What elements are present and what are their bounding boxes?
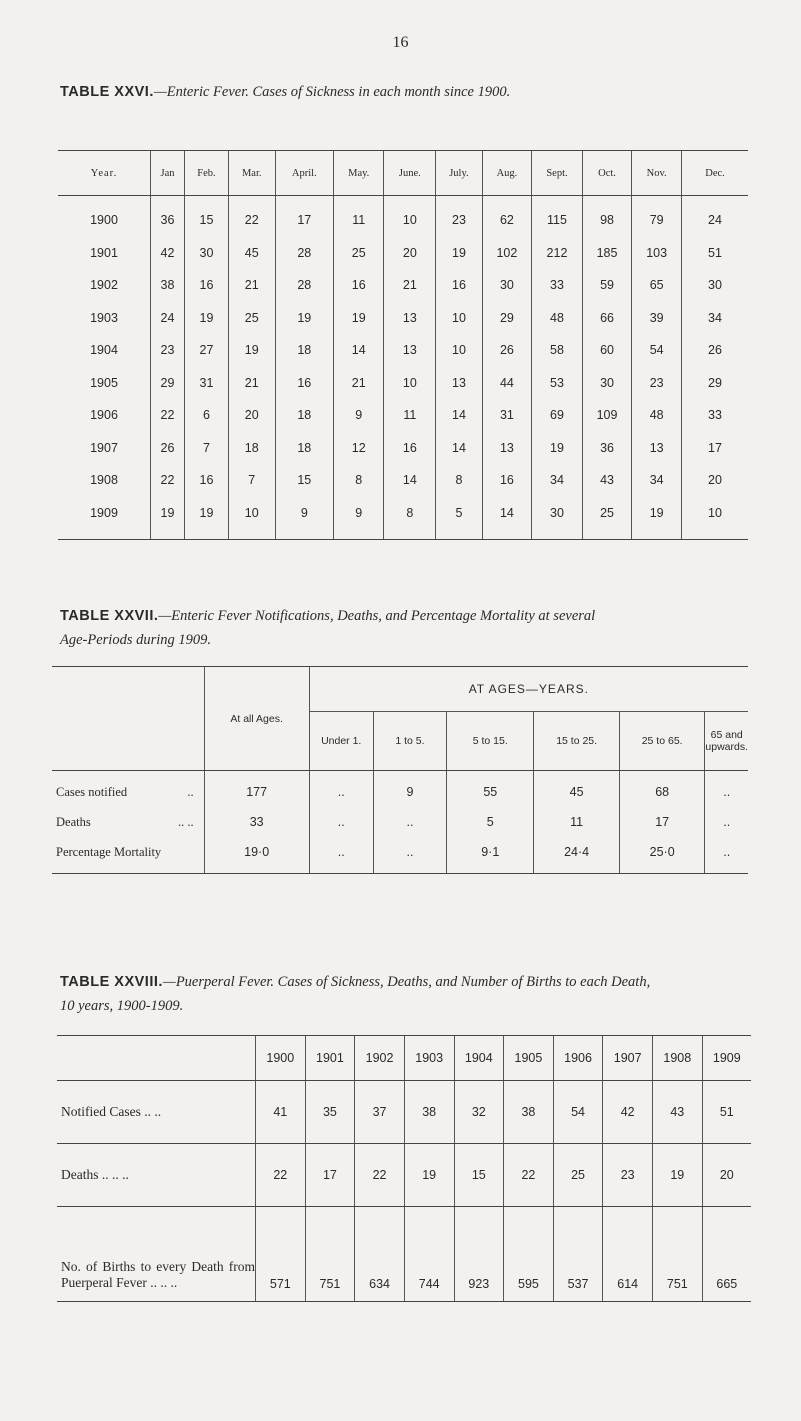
table-cell: 15 (185, 196, 229, 237)
table-row (52, 807, 748, 837)
table-28-number: TABLE XXVIII. (60, 974, 163, 990)
table-cell: 54 (632, 334, 682, 367)
table-cell: 744 (404, 1207, 454, 1302)
table-cell: 751 (653, 1207, 703, 1302)
table-row (57, 1081, 751, 1144)
year-cell: 1903 (90, 310, 118, 325)
table-row (58, 196, 748, 237)
table-cell: 19 (632, 497, 682, 540)
table-cell: 38 (151, 269, 185, 302)
table-cell: 10 (384, 367, 436, 400)
table-cell: 634 (355, 1207, 405, 1302)
table-cell: 20 (384, 237, 436, 270)
table-cell: 8 (436, 464, 482, 497)
table-cell: 36 (151, 196, 185, 237)
table-cell: 22 (228, 196, 275, 237)
table-cell: 18 (228, 432, 275, 465)
table-cell: 38 (404, 1081, 454, 1144)
table-cell: 30 (682, 269, 749, 302)
header-mar: Mar. (228, 151, 275, 196)
header-year: 1902 (355, 1036, 405, 1081)
table-cell: 45 (228, 237, 275, 270)
table-cell: 9 (275, 497, 334, 540)
table-cell: 22 (256, 1144, 306, 1207)
header-15-to-25: 15 to 25. (534, 712, 619, 771)
table-cell: 10 (436, 334, 482, 367)
header-blank (57, 1036, 256, 1081)
row-label (52, 837, 204, 874)
header-dec: Dec. (682, 151, 749, 196)
table-cell: 19 (151, 497, 185, 540)
header-year: 1901 (305, 1036, 355, 1081)
table-cell: .. (705, 807, 748, 837)
table-cell: 14 (334, 334, 384, 367)
row-label-text: Deaths (56, 814, 91, 829)
table-cell: 9 (334, 497, 384, 540)
page-number: 16 (392, 34, 409, 51)
table-cell: 20 (682, 464, 749, 497)
header-year: 1909 (702, 1036, 751, 1081)
table-cell: 54 (553, 1081, 603, 1144)
table-cell: 751 (305, 1207, 355, 1302)
table-cell: 16 (384, 432, 436, 465)
table-cell: 39 (632, 302, 682, 335)
row-label: Deaths .. .. .. (57, 1144, 256, 1207)
row-label (52, 807, 204, 837)
table-cell: 38 (504, 1081, 554, 1144)
year-cell: 1908 (90, 473, 118, 488)
year-cell: 1900 (90, 213, 118, 228)
header-at-ages-years: AT AGES—YEARS. (309, 667, 748, 712)
header-65-and-upwards: 65 and upwards. (705, 712, 748, 771)
table-cell: 51 (702, 1081, 751, 1144)
table-cell: 28 (275, 237, 334, 270)
table-cell: 25 (334, 237, 384, 270)
table-cell: 6 (185, 399, 229, 432)
table-cell: 537 (553, 1207, 603, 1302)
table-cell: 10 (384, 196, 436, 237)
table-cell: 19·0 (204, 837, 309, 874)
table-cell: 19 (275, 302, 334, 335)
header-year: 1905 (504, 1036, 554, 1081)
table-cell: .. (373, 807, 446, 837)
year-cell: 1907 (90, 440, 118, 455)
table-cell: 27 (185, 334, 229, 367)
table-cell: 44 (482, 367, 532, 400)
table-cell: 19 (436, 237, 482, 270)
table-row (58, 367, 748, 400)
table-26-number: TABLE XXVI. (60, 84, 154, 100)
table-cell: .. (705, 771, 748, 808)
table-cell: 185 (582, 237, 632, 270)
table-27-number: TABLE XXVII. (60, 608, 159, 624)
table-cell: 17 (682, 432, 749, 465)
table-cell: 19 (404, 1144, 454, 1207)
row-label: No. of Births to every Death from Puerperal Fever .. .. .. (57, 1207, 256, 1302)
header-jan: Jan (151, 151, 185, 196)
table-cell: .. (309, 807, 373, 837)
year-cell: 1901 (90, 245, 118, 260)
table-cell: 21 (228, 367, 275, 400)
table-cell: 42 (151, 237, 185, 270)
table-cell: 66 (582, 302, 632, 335)
year-cell: 1902 (90, 278, 118, 293)
header-year: 1908 (653, 1036, 703, 1081)
table-cell: 7 (228, 464, 275, 497)
table-cell: 22 (151, 399, 185, 432)
table-cell: 33 (532, 269, 583, 302)
year-cell: 1904 (90, 343, 118, 358)
table-cell: .. (309, 771, 373, 808)
table-cell: 19 (185, 497, 229, 540)
header-25-to-65: 25 to 65. (619, 712, 705, 771)
table-cell: 60 (582, 334, 632, 367)
row-label-text: Cases notified (56, 784, 128, 799)
table-row (58, 399, 748, 432)
table-row (58, 269, 748, 302)
table-cell: 14 (384, 464, 436, 497)
header-year: 1904 (454, 1036, 504, 1081)
table-cell: .. (705, 837, 748, 874)
table-cell: 37 (355, 1081, 405, 1144)
table-27-description-2: Age-Periods during 1909. (60, 632, 212, 648)
table-cell: 13 (482, 432, 532, 465)
table-cell: 43 (582, 464, 632, 497)
table-cell: 18 (275, 334, 334, 367)
table-cell: 18 (275, 399, 334, 432)
table-cell: 48 (532, 302, 583, 335)
table-cell: 69 (532, 399, 583, 432)
table-cell: 23 (436, 196, 482, 237)
table-cell: 212 (532, 237, 583, 270)
table-cell: 20 (702, 1144, 751, 1207)
year-cell: 1906 (90, 408, 118, 423)
table-cell: 13 (436, 367, 482, 400)
table-cell: 29 (151, 367, 185, 400)
table-26-title (60, 80, 760, 104)
table-cell: 31 (185, 367, 229, 400)
table-cell: 30 (482, 269, 532, 302)
table-row (58, 237, 748, 270)
header-under-1: Under 1. (309, 712, 373, 771)
table-cell: 45 (534, 771, 619, 808)
table-cell: 16 (185, 269, 229, 302)
table-cell: 16 (275, 367, 334, 400)
table-28-header-row (57, 1036, 751, 1081)
header-5-to-15: 5 to 15. (447, 712, 534, 771)
table-27-description-1: —Enteric Fever Notifications, Deaths, and Percentage Mortality at several (158, 608, 596, 624)
table-cell: 115 (532, 196, 583, 237)
table-cell: 16 (185, 464, 229, 497)
table-cell: 25 (582, 497, 632, 540)
row-label-text: Percentage Mortality (56, 844, 162, 859)
table-cell: 109 (582, 399, 632, 432)
table-cell: 19 (185, 302, 229, 335)
table-cell: 13 (384, 302, 436, 335)
table-27-body (52, 771, 748, 874)
table-cell: 41 (256, 1081, 306, 1144)
table-cell: 26 (151, 432, 185, 465)
table-cell: 48 (632, 399, 682, 432)
header-year: 1900 (256, 1036, 306, 1081)
table-cell: 9 (373, 771, 446, 808)
table-cell: 13 (384, 334, 436, 367)
table-cell: 13 (632, 432, 682, 465)
table-27 (52, 666, 748, 874)
header-june: June. (384, 151, 436, 196)
table-cell: 36 (582, 432, 632, 465)
table-cell: 10 (682, 497, 749, 540)
table-cell: 30 (185, 237, 229, 270)
table-cell: 14 (436, 399, 482, 432)
table-cell: 21 (384, 269, 436, 302)
year-cell: 1909 (58, 497, 151, 540)
table-row (58, 432, 748, 465)
table-cell: 43 (653, 1081, 703, 1144)
table-26-body (58, 196, 748, 540)
table-cell: 25 (553, 1144, 603, 1207)
table-26 (58, 150, 748, 540)
header-year: 1907 (603, 1036, 653, 1081)
table-cell: 103 (632, 237, 682, 270)
table-cell: 25 (228, 302, 275, 335)
table-cell: 51 (682, 237, 749, 270)
table-cell: 24 (682, 196, 749, 237)
table-cell: 58 (532, 334, 583, 367)
table-cell: 16 (334, 269, 384, 302)
table-cell: .. (309, 837, 373, 874)
table-27-title (60, 604, 760, 652)
table-28 (57, 1035, 751, 1302)
table-cell: 30 (582, 367, 632, 400)
table-cell: 62 (482, 196, 532, 237)
table-cell: 17 (305, 1144, 355, 1207)
header-may: May. (334, 151, 384, 196)
header-july: July. (436, 151, 482, 196)
table-row (52, 771, 748, 808)
table-cell: 33 (204, 807, 309, 837)
table-cell: 42 (603, 1081, 653, 1144)
table-cell: 21 (228, 269, 275, 302)
table-cell: 55 (447, 771, 534, 808)
table-cell: 15 (454, 1144, 504, 1207)
table-cell: 23 (603, 1144, 653, 1207)
table-cell: 33 (682, 399, 749, 432)
table-cell: 11 (534, 807, 619, 837)
table-cell: 11 (384, 399, 436, 432)
table-cell: 614 (603, 1207, 653, 1302)
table-cell: 30 (532, 497, 583, 540)
header-at-all-ages: At all Ages. (204, 667, 309, 771)
table-cell: 53 (532, 367, 583, 400)
table-cell: 18 (275, 432, 334, 465)
table-cell: 28 (275, 269, 334, 302)
table-cell: 22 (355, 1144, 405, 1207)
table-cell: 16 (482, 464, 532, 497)
header-aug: Aug. (482, 151, 532, 196)
table-27-header-row-1 (52, 667, 748, 712)
table-cell: 24 (151, 302, 185, 335)
table-cell: 79 (632, 196, 682, 237)
table-cell: 17 (275, 196, 334, 237)
table-cell: 9·1 (447, 837, 534, 874)
row-label (52, 771, 204, 808)
table-cell: 59 (582, 269, 632, 302)
table-cell: 19 (653, 1144, 703, 1207)
table-cell: 23 (632, 367, 682, 400)
table-cell: 8 (334, 464, 384, 497)
table-cell: 21 (334, 367, 384, 400)
table-cell: 26 (482, 334, 532, 367)
table-cell: 10 (228, 497, 275, 540)
table-28-body (57, 1081, 751, 1302)
table-cell: 24·4 (534, 837, 619, 874)
table-row (57, 1144, 751, 1207)
table-cell: 7 (185, 432, 229, 465)
table-cell: 571 (256, 1207, 306, 1302)
table-cell: 9 (334, 399, 384, 432)
header-feb: Feb. (185, 151, 229, 196)
table-cell: 11 (334, 196, 384, 237)
table-cell: 15 (275, 464, 334, 497)
header-april: April. (275, 151, 334, 196)
table-cell: 177 (204, 771, 309, 808)
table-row (58, 334, 748, 367)
year-cell: 1905 (90, 375, 118, 390)
table-cell: 14 (482, 497, 532, 540)
header-year: 1903 (404, 1036, 454, 1081)
table-cell: 65 (632, 269, 682, 302)
table-cell: 5 (436, 497, 482, 540)
table-28-description-1: —Puerperal Fever. Cases of Sickness, Deaths, and Number of Births to each Death, (162, 974, 651, 990)
row-label: Notified Cases .. .. (57, 1081, 256, 1144)
table-cell: 10 (436, 302, 482, 335)
table-cell: 14 (436, 432, 482, 465)
table-26-header-row (58, 151, 748, 196)
table-cell: 34 (632, 464, 682, 497)
table-row (57, 1207, 751, 1302)
table-cell: 22 (504, 1144, 554, 1207)
table-cell: 32 (454, 1081, 504, 1144)
table-cell: 22 (151, 464, 185, 497)
table-cell: 19 (532, 432, 583, 465)
header-nov: Nov. (632, 151, 682, 196)
header-year: 1906 (553, 1036, 603, 1081)
leader-dots: .. .. (178, 814, 194, 829)
header-blank (52, 667, 204, 771)
table-row (58, 464, 748, 497)
table-cell: 34 (532, 464, 583, 497)
table-row (52, 837, 748, 874)
table-cell: .. (373, 837, 446, 874)
table-cell: 29 (682, 367, 749, 400)
table-cell: 68 (619, 771, 705, 808)
table-cell: 34 (682, 302, 749, 335)
header-sept: Sept. (532, 151, 583, 196)
table-cell: 19 (228, 334, 275, 367)
table-row (58, 497, 748, 540)
table-cell: 26 (682, 334, 749, 367)
table-cell: 98 (582, 196, 632, 237)
table-28-description-2: 10 years, 1900-1909. (60, 998, 184, 1014)
table-cell: 35 (305, 1081, 355, 1144)
table-cell: 17 (619, 807, 705, 837)
table-cell: 665 (702, 1207, 751, 1302)
header-oct: Oct. (582, 151, 632, 196)
table-row (58, 302, 748, 335)
table-cell: 20 (228, 399, 275, 432)
table-cell: 5 (447, 807, 534, 837)
table-cell: 29 (482, 302, 532, 335)
table-cell: 16 (436, 269, 482, 302)
table-26-description: —Enteric Fever. Cases of Sickness in each month since 1900. (153, 84, 511, 100)
table-28-title (60, 970, 760, 1018)
header-year: Year. (58, 151, 151, 196)
table-cell: 25·0 (619, 837, 705, 874)
table-cell: 19 (334, 302, 384, 335)
table-cell: 102 (482, 237, 532, 270)
table-cell: 23 (151, 334, 185, 367)
table-cell: 923 (454, 1207, 504, 1302)
table-cell: 31 (482, 399, 532, 432)
table-cell: 595 (504, 1207, 554, 1302)
leader-dots: .. (187, 784, 194, 799)
table-cell: 12 (334, 432, 384, 465)
table-cell: 8 (384, 497, 436, 540)
header-1-to-5: 1 to 5. (373, 712, 446, 771)
